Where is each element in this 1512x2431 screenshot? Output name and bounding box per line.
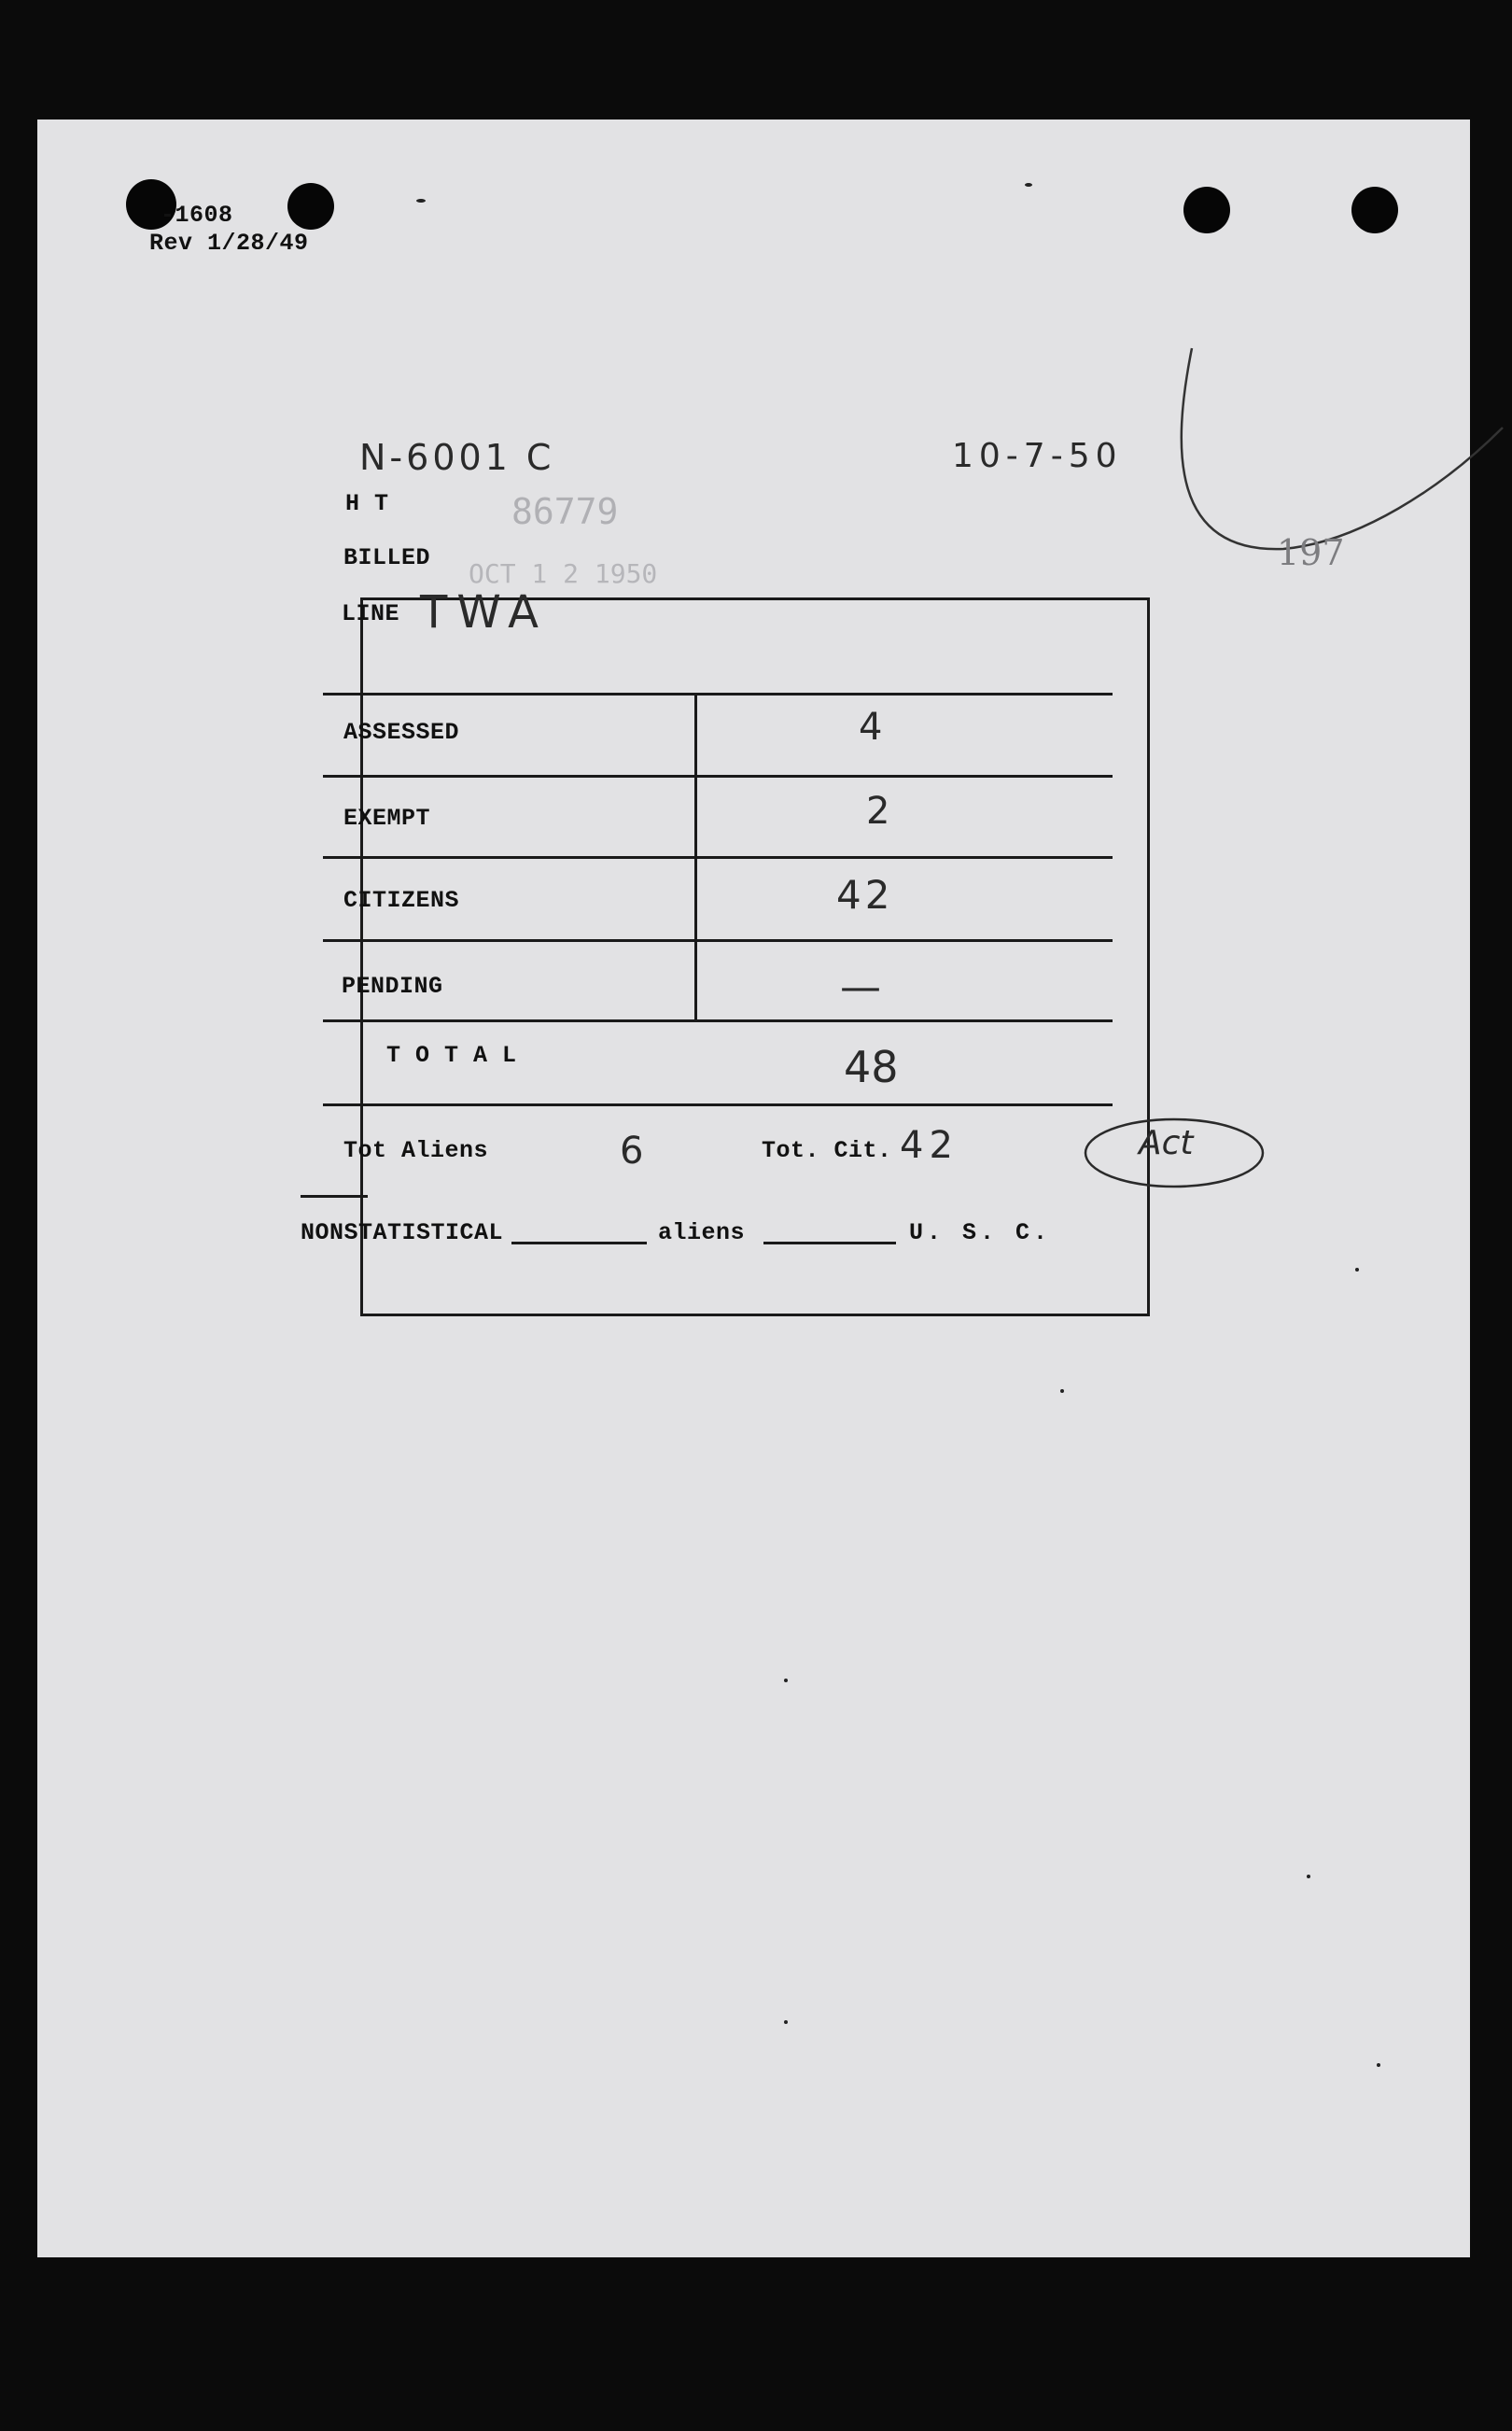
- total-value: 48: [844, 1042, 899, 1092]
- paper-speck: [1307, 1875, 1310, 1878]
- tot-cit-value: 42: [900, 1124, 959, 1167]
- form-number: -1608: [161, 202, 233, 229]
- paper-speck: [416, 199, 426, 203]
- paper-speck: [784, 1679, 788, 1682]
- nonstatistical-blank: [511, 1242, 647, 1244]
- paper-speck: [1355, 1268, 1359, 1272]
- row-divider: [323, 856, 1113, 859]
- tot-cit-label: Tot. Cit.: [762, 1137, 892, 1164]
- row-divider: [323, 1019, 1113, 1022]
- paper-speck: [1025, 183, 1032, 187]
- paper-speck: [1377, 2063, 1380, 2067]
- row-divider: [323, 775, 1113, 778]
- row-divider: [323, 1103, 1113, 1106]
- box-bottom-extension: [301, 1195, 368, 1198]
- row-label-exempt: EXEMPT: [343, 805, 431, 832]
- total-label: T O T A L: [386, 1042, 517, 1069]
- usc-label: U. S. C.: [909, 1219, 1052, 1246]
- received-date-stamp: OCT 1 2 1950: [469, 558, 658, 589]
- form-revision: Rev 1/28/49: [149, 230, 309, 257]
- tot-aliens-value: 6: [620, 1130, 644, 1173]
- punch-hole-left-2: [287, 183, 334, 230]
- paper-speck: [1060, 1389, 1064, 1393]
- line-label: LINE: [342, 600, 400, 627]
- punch-hole-right-2: [1351, 187, 1398, 233]
- aliens-blank: [763, 1242, 896, 1244]
- row-divider: [323, 939, 1113, 942]
- row-label-citizens: CITIZENS: [343, 887, 460, 914]
- billed-label: BILLED: [343, 544, 431, 571]
- manifest-form-box: [360, 597, 1150, 1316]
- punch-hole-right-1: [1183, 187, 1230, 233]
- page-number-stamp: 197: [1277, 532, 1345, 573]
- nonstatistical-label: NONSTATISTICAL: [301, 1219, 504, 1246]
- flight-number: N-6001 C: [359, 437, 555, 478]
- row-value-citizens: 42: [836, 872, 894, 918]
- document-page: [37, 119, 1470, 2257]
- paper-speck: [784, 2020, 788, 2024]
- row-value-assessed: 4: [859, 706, 883, 749]
- header-divider: [323, 693, 1113, 696]
- initials: Act: [1139, 1124, 1194, 1162]
- row-label-assessed: ASSESSED: [343, 719, 460, 746]
- received-number-stamp: 86779: [511, 491, 619, 532]
- tot-aliens-label: Tot Aliens: [343, 1137, 489, 1164]
- aliens-label: aliens: [658, 1219, 746, 1246]
- row-value-exempt: 2: [866, 790, 890, 833]
- row-value-pending: —: [840, 963, 881, 1011]
- ht-label: H T: [345, 490, 389, 517]
- row-label-pending: PENDING: [342, 973, 443, 1000]
- pencil-curve-mark: [1171, 339, 1507, 563]
- line-value: TWA: [420, 586, 548, 639]
- handwritten-date: 10-7-50: [952, 437, 1123, 475]
